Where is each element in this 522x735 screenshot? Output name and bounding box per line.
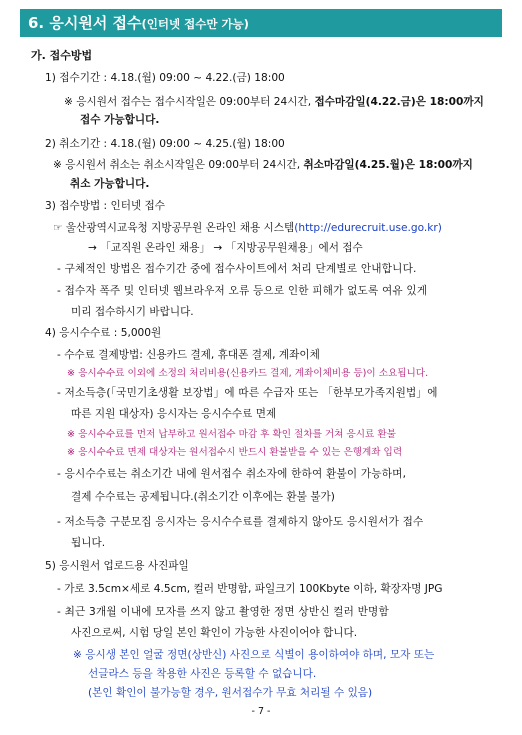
item-3-pointer [53,221,442,235]
item-4-fee: 4) 응시수수료 : 5,000원 [45,327,162,339]
item-5-note-3: (본인 확인이 불가능할 경우, 원서접수가 무효 처리될 수 있음) [88,687,373,699]
dash: - [57,606,62,618]
section-header [20,9,502,37]
item-3-detail-2: - 접수자 폭주 및 인터넷 웹브라우저 오류 등으로 인한 피해가 없도록 여유 있게 [57,285,428,297]
note-deadline: 취소마감일(4.25.월)은 18:00까지 [303,159,473,171]
item-5-detail-2-cont: 사진으로써, 시험 당일 본인 확인이 가능한 사진이어야 합니다. [71,627,358,639]
item-2-period: 2) 취소기간 : 4.18.(월) 09:00 ~ 4.25.(월) 18:00 [45,138,285,150]
note-mark: ※ [53,159,62,171]
section-subtitle: (인터넷 접수만 가능) [141,17,249,31]
note-text: 응시원서 접수는 접수시작일은 09:00부터 24시간, [76,96,315,108]
dash: - [57,583,61,595]
item-4-detail-3: - 응시수수료는 취소기간 내에 원서접수 취소자에 한하여 환불이 가능하며, [57,468,407,480]
note-deadline: 접수마감일(4.22.금)은 18:00까지 [314,96,484,108]
section-title: 6. 응시원서 접수 [28,14,142,32]
item-3-path: → 「교직원 온라인 채용」 → 「지방공무원채용」에서 접수 [88,242,363,254]
item-5-detail-1: - 가로 3.5cm×세로 4.5cm, 컬러 반명함, 파일크기 100Kbyte 이하, 확장자명 JPG [57,583,443,595]
note-text: 응시원서 취소는 취소시작일은 09:00부터 24시간, [65,159,304,171]
item-3-detail-2-cont: 미리 접수하시기 바랍니다. [71,306,194,318]
item-5-note-2: 선글라스 등을 착용한 사진은 등록할 수 없습니다. [88,668,317,680]
dash: - [57,387,62,399]
note-mark: ※ [64,96,73,108]
item-3-method: 3) 접수방법 : 인터넷 접수 [45,200,166,212]
item-4-detail-3-cont: 결제 수수료는 공제됩니다.(취소기간 이후에는 환불 불가) [71,491,335,503]
item-3-detail-1: - 구체적인 방법은 접수기간 중에 접수사이트에서 처리 단계별로 안내합니다. [57,263,417,275]
recruit-site-link[interactable]: (http://edurecruit.use.go.kr) [294,222,442,234]
item-4-note-2: ※ 응시수수료를 먼저 납부하고 원서접수 마감 후 확인 절차를 거쳐 응시료 환불 [67,429,396,440]
dash: - [57,285,62,297]
item-4-detail-4-cont: 됩니다. [71,537,106,549]
dash: - [57,516,62,528]
item-4-note-3: ※ 응시수수료 면제 대상자는 원서접수시 반드시 환불받을 수 있는 은행계좌 입력 [67,447,403,458]
dash: - [57,468,62,480]
item-5-note-1: ※ 응시생 본인 얼굴 정면(상반신) 사진으로 식별이 용이하여야 하며, 모자 또는 [73,649,435,661]
item-4-note-1: ※ 응시수수료 이외에 소정의 처리비용(신용카드 결제, 계좌이체비용 등)이 소요됩니다. [67,368,429,379]
dash: - [57,349,61,361]
item-5-photo: 5) 응시원서 업로드용 사진파일 [45,560,189,572]
item-2-note [53,158,473,172]
item-4-detail-1: - 수수료 결제방법: 신용카드 결제, 휴대폰 결제, 계좌이체 [57,349,320,361]
item-2-note-cont: 취소 가능합니다. [70,178,150,190]
item-1-period: 1) 접수기간 : 4.18.(월) 09:00 ~ 4.22.(금) 18:00 [45,72,285,84]
page-number: - 7 - [251,706,271,717]
item-1-note-cont: 접수 가능합니다. [80,114,160,126]
item-1-note [64,95,484,109]
pointer-text: 울산광역시교육청 지방공무원 온라인 채용 시스템 [65,222,295,234]
pointer-icon: ☞ [53,222,63,234]
item-4-detail-2: - 저소득층(「국민기초생활 보장법」에 따른 수급자 또는 「한부모가족지원법」에 [57,387,438,399]
item-4-detail-4: - 저소득층 구분모집 응시자는 응시수수료를 결제하지 않아도 응시원서가 접수 [57,516,424,528]
subsection-heading: 가. 접수방법 [31,49,93,62]
item-5-detail-2: - 최근 3개월 이내에 모자를 쓰지 않고 촬영한 정면 상반신 컬러 반명함 [57,606,389,618]
item-4-detail-2-cont: 따른 지원 대상자) 응시자는 응시수수료 면제 [71,408,277,420]
dash: - [57,263,62,275]
